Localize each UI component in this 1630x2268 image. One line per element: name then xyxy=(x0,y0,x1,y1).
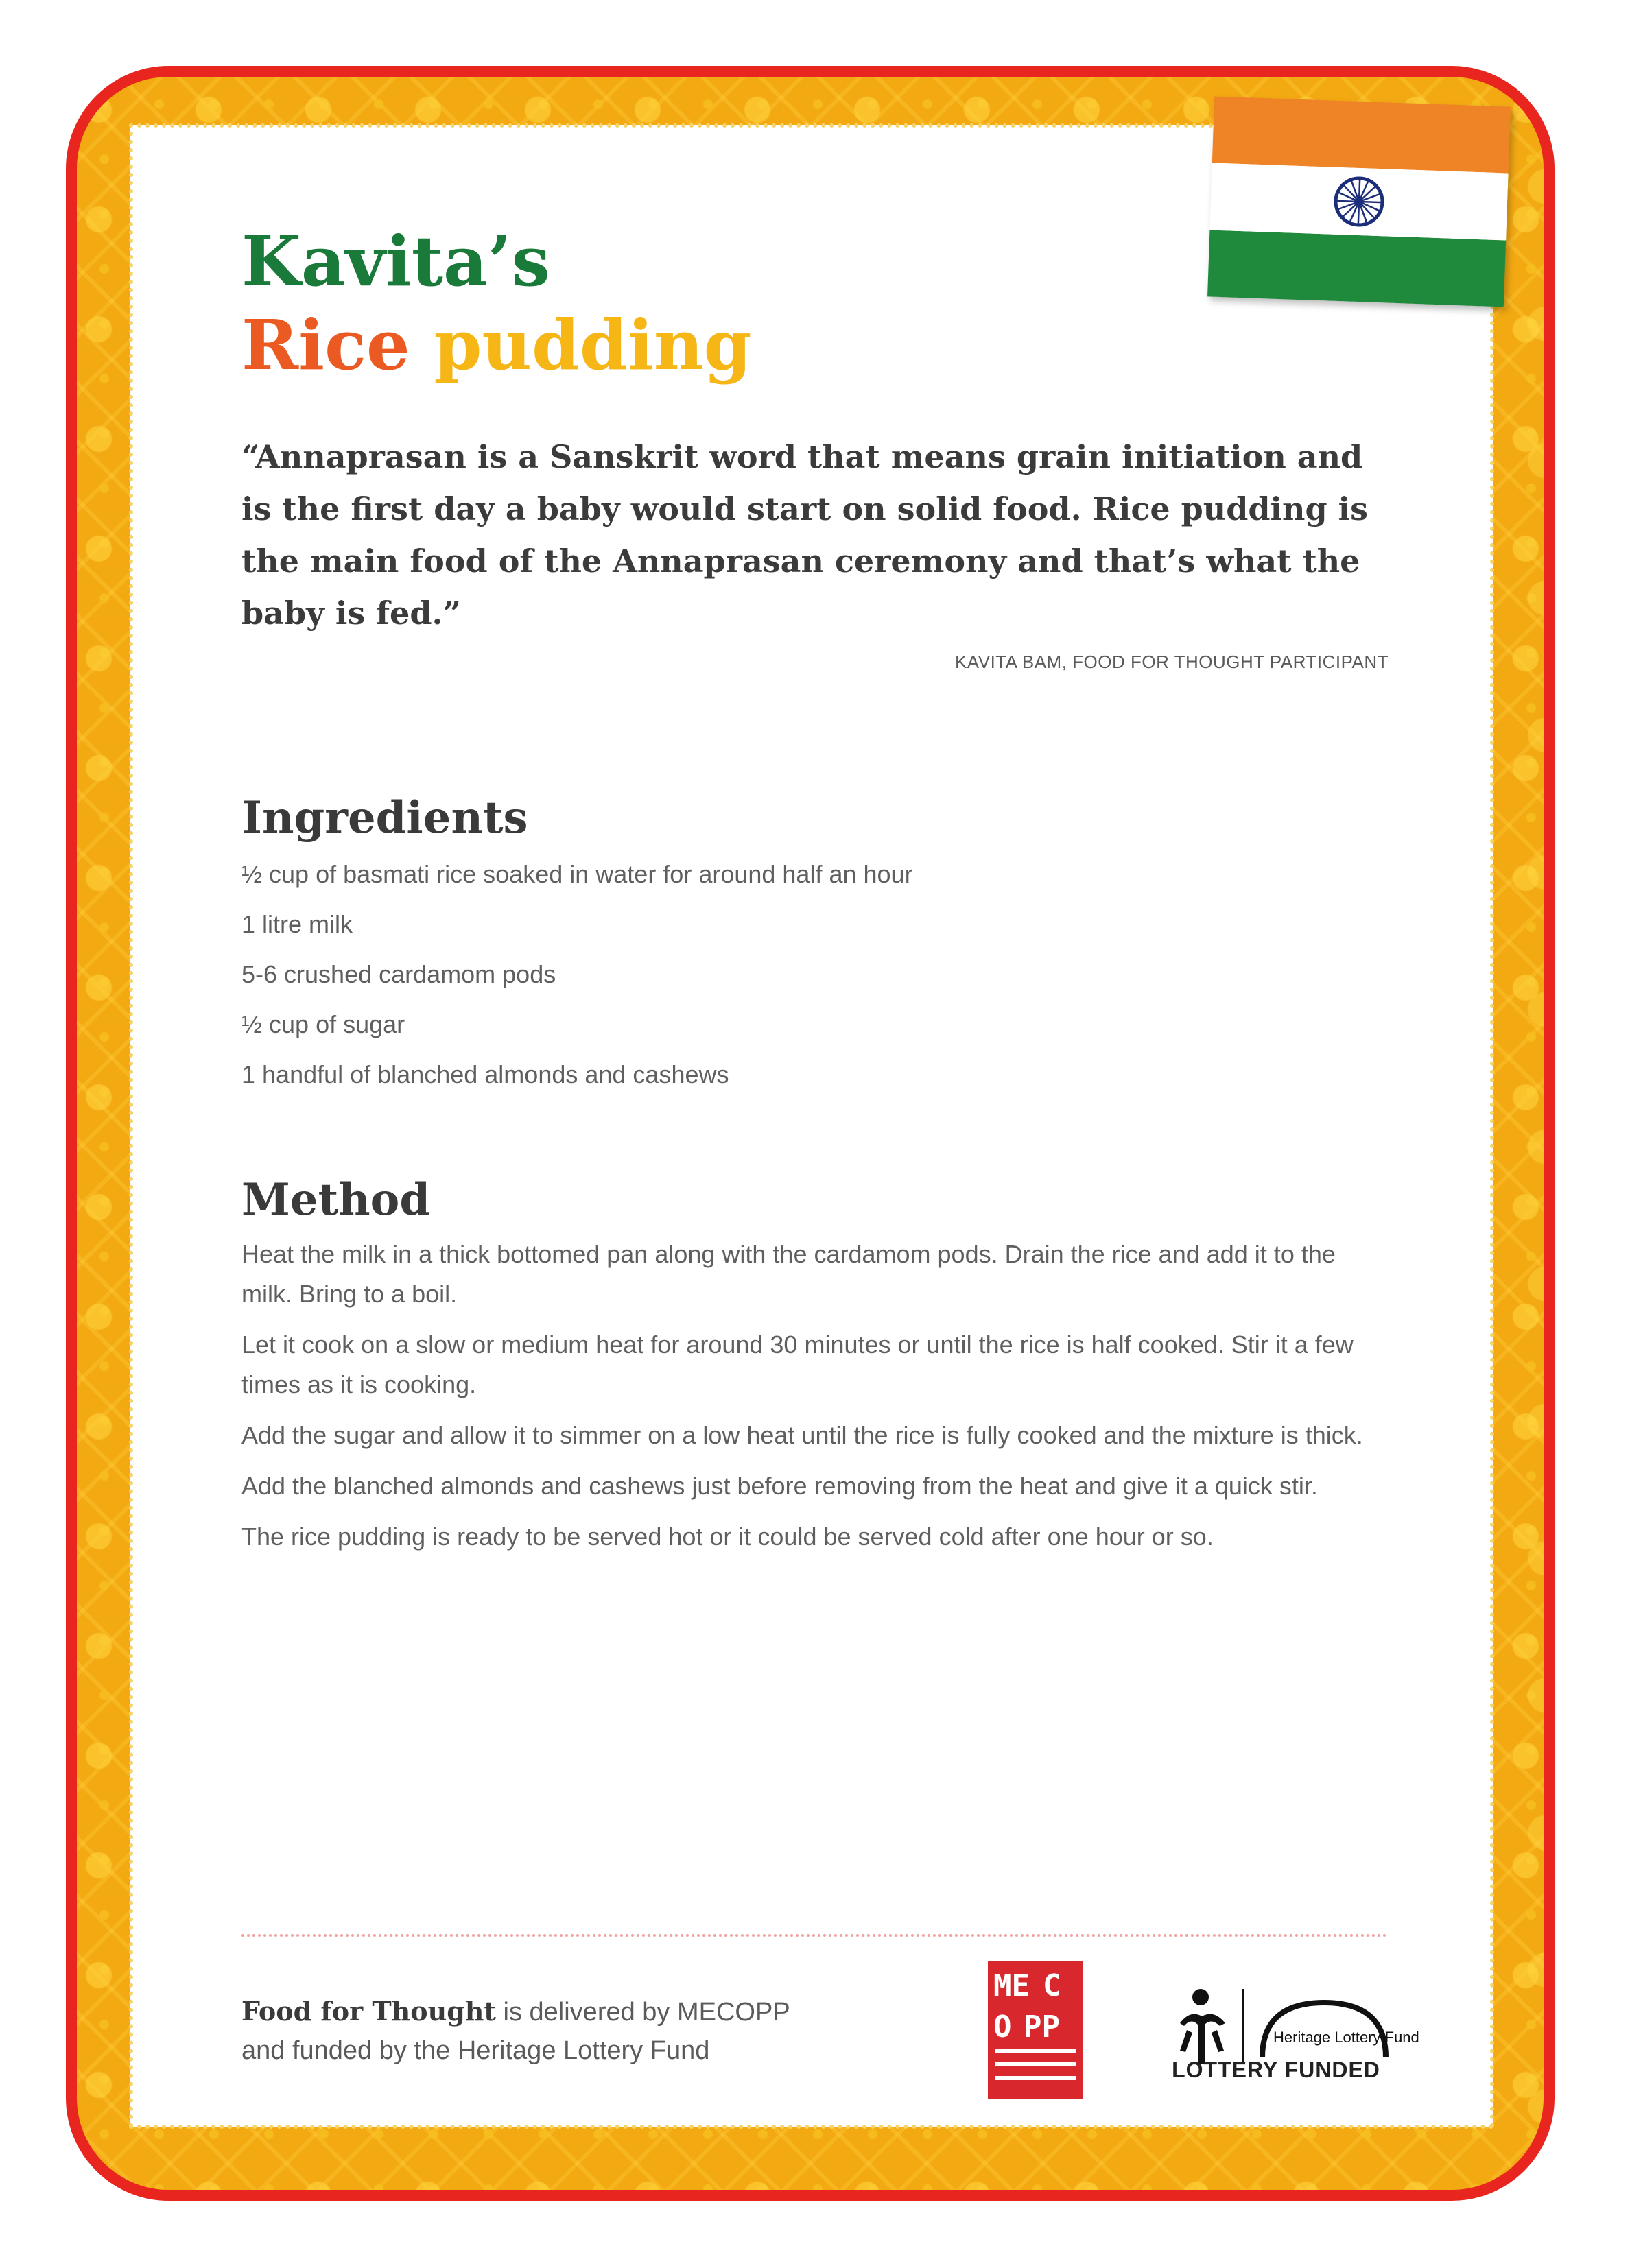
method-heading: Method xyxy=(241,1174,431,1226)
method-step: The rice pudding is ready to be served hot or it could be served cold after one hour or so. xyxy=(241,1523,1214,1551)
flag-white-stripe xyxy=(1209,163,1508,240)
ingredient-item: 5-6 crushed cardamom pods xyxy=(241,960,556,988)
flag-green-stripe xyxy=(1207,230,1506,307)
method-steps-list xyxy=(241,1234,1373,1568)
ashoka-chakra-icon xyxy=(1332,175,1386,229)
title-line-1: Kavita’s xyxy=(241,221,550,302)
svg-text:O: O xyxy=(993,2009,1012,2044)
footer-brand: Food for Thought xyxy=(241,1996,496,2027)
svg-text:ME: ME xyxy=(993,1968,1030,2003)
flag-saffron-stripe xyxy=(1212,97,1511,174)
footer-divider xyxy=(241,1934,1387,1937)
title-word-pudding: pudding xyxy=(434,305,752,385)
recipe-card xyxy=(130,125,1493,2127)
method-step: Add the sugar and allow it to simmer on a low heat until the rice is fully cooked and the mixture is thick. xyxy=(241,1421,1363,1449)
ingredient-item: ½ cup of sugar xyxy=(241,1010,405,1038)
mecopp-logo xyxy=(988,1961,1083,2099)
ingredients-heading: Ingredients xyxy=(241,792,528,844)
title-word-rice: Rice xyxy=(241,305,410,385)
footer-credit xyxy=(241,1992,928,2070)
svg-text:C: C xyxy=(1043,1968,1061,2003)
method-step: Add the blanched almonds and cashews just before removing from the heat and give it a quick stir. xyxy=(241,1472,1318,1500)
quote-attribution: KAVITA BAM, FOOD FOR THOUGHT PARTICIPANT xyxy=(954,652,1389,672)
method-step: Let it cook on a slow or medium heat for around 30 minutes or until the rice is half cooked. Stir it a few times as it is cooking. xyxy=(241,1330,1354,1398)
recipe-title xyxy=(241,219,752,387)
ingredient-item: 1 litre milk xyxy=(241,910,353,938)
india-flag-icon xyxy=(1207,97,1511,307)
lottery-funded-label: LOTTERY FUNDED xyxy=(1172,2057,1380,2082)
footer-line2: and funded by the Heritage Lottery Fund xyxy=(241,2036,710,2065)
svg-text:PP: PP xyxy=(1024,2009,1060,2044)
ingredient-item: ½ cup of basmati rice soaked in water for around half an hour xyxy=(241,860,913,888)
heritage-logo-text: Heritage Lottery Fund xyxy=(1273,2029,1419,2046)
ingredient-item: 1 handful of blanched almonds and cashews xyxy=(241,1060,729,1088)
ingredients-list xyxy=(241,859,1373,1109)
footer-line1: is delivered by MECOPP xyxy=(495,1998,790,2027)
intro-quote: “Annaprasan is a Sanskrit word that means grain initiation and is the first day a baby would start on solid food. Rice pudding is the main food of the Annaprasan ceremony and that’s what the baby is fed.” xyxy=(241,438,1369,632)
method-step: Heat the milk in a thick bottomed pan along with the cardamom pods. Drain the rice and add it to the milk. Bring to a boil. xyxy=(241,1240,1336,1308)
